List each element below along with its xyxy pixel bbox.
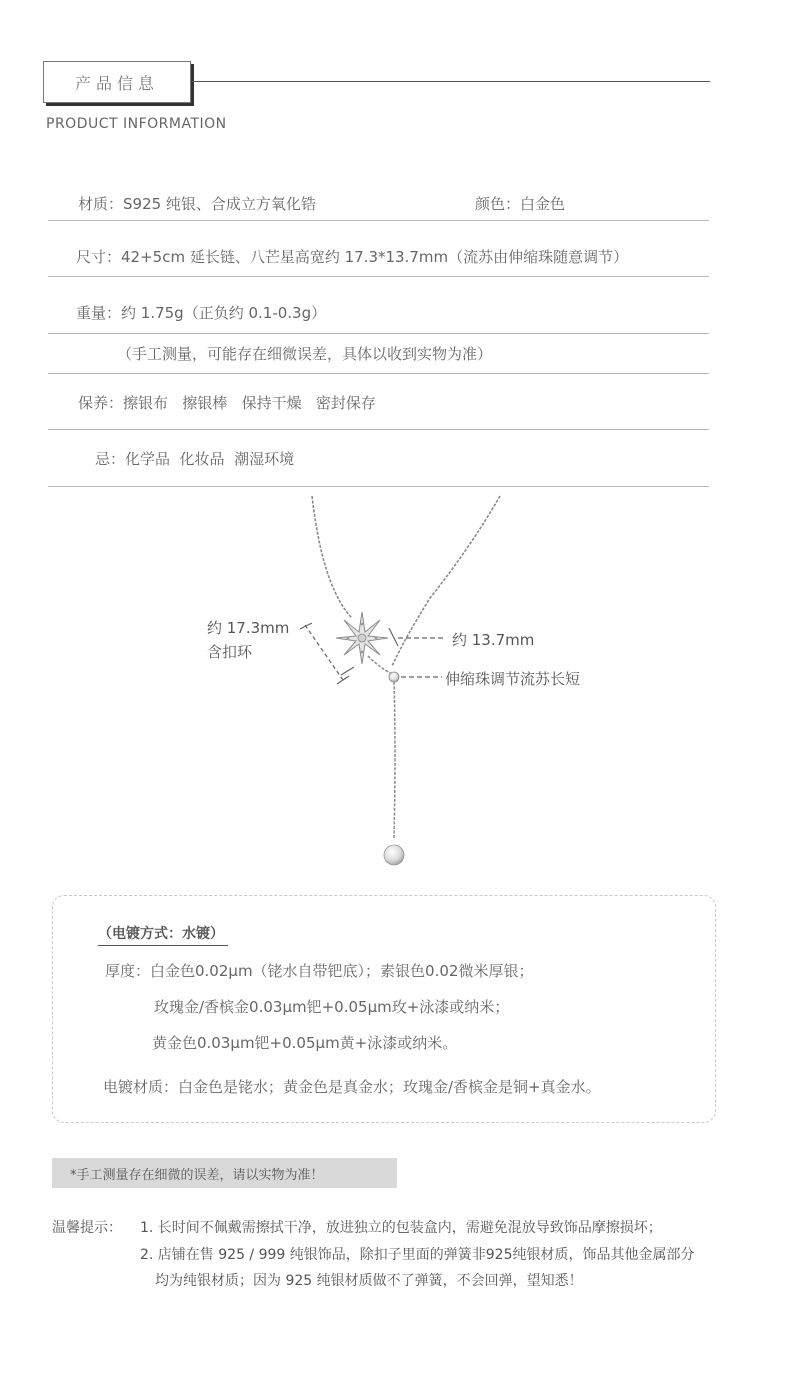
- section-title: 产品信息: [74, 73, 159, 93]
- slider-bead: [389, 672, 399, 682]
- avoid-label: 忌：: [95, 450, 126, 468]
- plating-thickness-line1: 厚度：白金色0.02μm（铑水自带钯底）；素银色0.02微米厚银；: [105, 962, 534, 980]
- row-divider: [48, 220, 709, 221]
- avoid-value: 化学品 化妆品 潮湿环境: [125, 450, 295, 468]
- spec-color: [475, 193, 565, 214]
- measurement-note: [52, 1158, 397, 1188]
- spec-care: [78, 392, 376, 413]
- care-label: 保养：: [78, 394, 124, 412]
- spec-avoid: [95, 448, 294, 469]
- height-label: 约 17.3mm: [207, 619, 290, 637]
- row-divider: [48, 333, 709, 334]
- tips-label: 温馨提示：: [52, 1220, 122, 1236]
- tassel-chain: [394, 682, 395, 838]
- tip-item-1: 1. 长时间不佩戴需擦拭干净，放进独立的包装盒内，需避免混放导致饰品摩擦损坏；: [140, 1220, 662, 1236]
- tip-item-2-cont: 均为纯银材质；因为 925 纯银材质做不了弹簧，不会回弹，望知悉！: [155, 1273, 583, 1289]
- tip-item-2: 2. 店铺在售 925 / 999 纯银饰品，除扣子里面的弹簧非925纯银材质，饰品其他金属部分: [140, 1247, 695, 1263]
- necklace-illustration: [0, 488, 800, 888]
- weight-note: （手工测量，可能存在细微误差，具体以收到实物为准）: [117, 345, 493, 363]
- row-divider: [48, 486, 709, 487]
- size-value: 42+5cm 延长链、八芒星高宽约 17.3*13.7mm（流苏由伸缩珠随意调节）: [121, 248, 629, 266]
- chain-middle: [368, 656, 392, 674]
- section-title-box: [43, 61, 191, 103]
- bead-label: 伸缩珠调节流苏长短: [445, 670, 581, 688]
- spec-material: [78, 193, 316, 214]
- weight-value: 约 1.75g（正负约 0.1-0.3g）: [121, 304, 327, 322]
- care-value: 擦银布 擦银棒 保持干燥 密封保存: [123, 394, 376, 412]
- spec-size: [76, 246, 628, 267]
- section-subtitle: PRODUCT INFORMATION: [46, 116, 227, 132]
- material-value: S925 纯银、合成立方氧化锆: [123, 195, 316, 213]
- row-divider: [48, 276, 709, 277]
- height-callout: [207, 616, 289, 664]
- chain-left: [312, 496, 352, 618]
- weight-label: 重量：: [76, 304, 122, 322]
- plating-heading: （电镀方式：水镀）: [98, 923, 228, 946]
- title-divider: [190, 81, 710, 82]
- measurement-note-text: *手工测量存在细微的误差，请以实物为准！: [70, 1167, 324, 1183]
- width-dimension: [389, 628, 446, 646]
- spec-weight: [76, 302, 326, 323]
- height-label-note: 含扣环: [207, 643, 253, 661]
- row-divider: [48, 373, 709, 374]
- color-value: 白金色: [520, 195, 566, 213]
- plating-thickness-line3: 黄金色0.03μm钯+0.05μm黄+泳漆或纳米。: [152, 1034, 458, 1052]
- end-bead: [384, 845, 404, 865]
- plating-thickness-line2: 玫瑰金/香槟金0.03μm钯+0.05μm玫+泳漆或纳米；: [154, 998, 510, 1016]
- size-label: 尺寸：: [76, 248, 122, 266]
- row-divider: [48, 429, 709, 430]
- width-label: 约 13.7mm: [452, 631, 535, 649]
- material-label: 材质：: [78, 195, 124, 213]
- color-label: 颜色：: [475, 195, 521, 213]
- star-pendant: [336, 612, 388, 664]
- plating-material: 电镀材质：白金色是铑水；黄金色是真金水；玫瑰金/香槟金是铜+真金水。: [103, 1078, 601, 1096]
